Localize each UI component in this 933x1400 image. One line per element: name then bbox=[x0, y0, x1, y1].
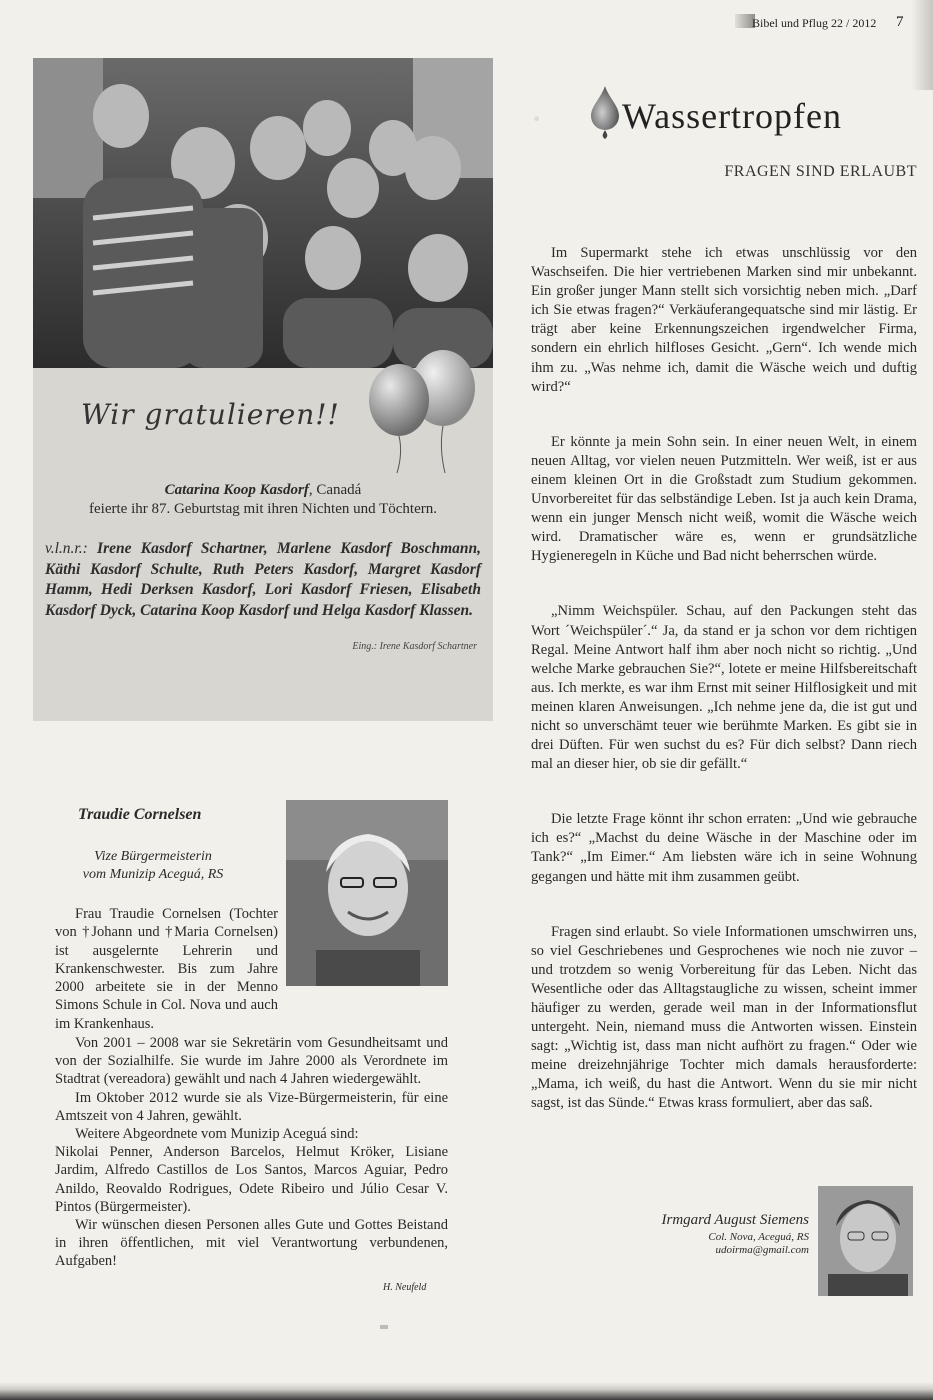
vlnr-label: v.l.n.r.: bbox=[45, 540, 88, 557]
honoree-caption bbox=[33, 481, 493, 519]
profile-role bbox=[68, 848, 238, 884]
profile-name: Traudie Cornelsen bbox=[78, 806, 202, 823]
honoree-name: Catarina Koop Kasdorf bbox=[164, 482, 309, 498]
author-photo bbox=[818, 1186, 913, 1296]
page-number: 7 bbox=[896, 14, 904, 30]
balloons-illustration bbox=[351, 348, 491, 483]
author-details bbox=[708, 1231, 809, 1257]
profile-paragraph: Von 2001 – 2008 war sie Sekretärin vom Gesundheitsamt und von der Sozialhilfe. Sie wurde im Jahre 2000 als Verordnete im Stadtrat (vereadora) gewählt und nach 4 Jahren wiedergewählt. bbox=[55, 1035, 448, 1088]
article-paragraph: „Nimm Weichspüler. Schau, auf den Packungen steht das Wort ´Weichspüler´.“ Ja, da stand er ja schon vor dem richtigen Regal. Meine Antwort half ihm aber noch nicht so richtig. „Und welche Marke gebrauchen Sie?“, lotete er meine Hilfsbereitschaft aus. Ich merkte, es war ihm Ernst mit seiner Hilflosigkeit und mit meinen klaren Anweisungen. „Ich nehme jene da, die ist gut und nicht so unverschämt teuer wie berühmte Marken. Es gibt sie in drei Düften. Für wen suchst du es? Für dich selbst? Dann riech mal an dieser hier, ob sie dir gefällt.“ bbox=[531, 603, 917, 773]
role-line: vom Munizip Aceguá, RS bbox=[82, 867, 224, 882]
honoree-place: , Canadá bbox=[308, 482, 362, 498]
column-title: Wassertropfen bbox=[622, 96, 843, 136]
article-paragraph: Im Supermarkt stehe ich etwas unschlüssig vor den Waschseifen. Die hier vertriebenen Marken sind mir unbekannt. Ein großer junger Mann stellt sich vorsichtig neben mich. „Darf ich Sie etwas fragen?“ Verkäuferangequatsche sind mir lästig. Er trägt aber keine Erkennungszeichen irgendwelcher Firma, sondern ein ehrlich hilfloses Gesicht. „Gern“. Ich wende mich ihm zu. „Was nehme ich, damit die Wäsche weich und duftig wird?“ bbox=[531, 245, 917, 395]
profile-body bbox=[55, 1034, 448, 1271]
article-paragraph: Er könnte ja mein Sohn sein. In einer neuen Welt, in einem neuen Alltag, vor vielen neuen Putzmitteln. Wer weiß, ist er aus einem kleinen Ort in die Großstadt zum Studium gekommen. Unvorbereitet für das selbständige Leben. Ist ja auch kein Drama, wenn ein junger Mensch nicht weiß, womit die Wäsche weich wird. Dramatischer wäre es, wenn er grundsätzliche Hygieneregeln in Küche und Bad nicht beherrschen würde. bbox=[531, 433, 917, 565]
author-name: Irmgard August Siemens bbox=[661, 1212, 809, 1228]
greeting-heading: Wir gratulieren!! bbox=[81, 398, 340, 431]
author-email: udoirma@gmail.com bbox=[715, 1244, 809, 1256]
column-article bbox=[531, 244, 917, 1150]
background-ghost-text: · bbox=[530, 96, 544, 141]
profile-intro bbox=[55, 905, 278, 1033]
publication-header: Bibel und Pflug 22 / 2012 bbox=[752, 16, 877, 30]
profile-photo bbox=[286, 800, 448, 986]
profile-paragraph: Nikolai Penner, Anderson Barcelos, Helmut Kröker, Lisiane Jardim, Alfredo Castillos de Los Santos, Marcos Aguiar, Pedro Anildo, Reovaldo Rodrigues, Odete Ribeiro und Júlio Cesar V. Pintos (Bürgermeister). bbox=[55, 1144, 448, 1215]
article-paragraph: Fragen sind erlaubt. So viele Informationen umschwirren uns, so viel Geschriebenes und Gesprochenes wie noch nie zuvor – und trotzdem so wenig Vorbereitung für das Leben. Nicht das Wesentliche oder das Alltagstaugliche zu wissen, scheint immer häufiger zu werden, gerade weil man in der Informationsflut untergeht. Nein, niemand muss die Antworten wissen. Einstein sagt: „Wichtig ist, dass man nicht aufhört zu fragen.“ Oder wie meine dreizehnjährige Tochter mich damals herausforderte: „Mama, ich weiß, du hast die Antwort. Wenn du sie mir nicht sagst, ist das Sünde.“ Etwas krass formuliert, aber das saß. bbox=[531, 923, 917, 1112]
profile-paragraph: Im Oktober 2012 wurde sie als Vize-Bürgermeisterin, für eine Amtszeit von 4 Jahren, gewählt. bbox=[55, 1089, 448, 1124]
birthday-feature-box bbox=[33, 58, 493, 721]
profile-paragraph: Wir wünschen diesen Personen alles Gute und Gottes Beistand in ihren öffentlichen, mit viel Verantwortung verbundenen, Aufgaben! bbox=[55, 1217, 448, 1270]
page-shadow bbox=[911, 0, 933, 90]
group-photo bbox=[33, 58, 493, 368]
names-list: Irene Kasdorf Schartner, Marlene Kasdorf Boschmann, Käthi Kasdorf Schulte, Ruth Peters Kasdorf, Margret Kasdorf Hamm, Hedi Derksen Kasdorf, Lori Kasdorf Friesen, Elisabeth Kasdorf Dyck, Catarina Koop Kasdorf und Helga Kasdorf Klassen. bbox=[45, 540, 482, 619]
occasion-text: feierte ihr 87. Geburtstag mit ihren Nichten und Töchtern. bbox=[89, 501, 437, 517]
names-caption bbox=[45, 539, 481, 621]
photo-credit: Eing.: Irene Kasdorf Schartner bbox=[352, 641, 477, 652]
column-subtitle: FRAGEN SIND ERLAUBT bbox=[724, 163, 917, 180]
water-drop-icon bbox=[587, 84, 623, 145]
profile-credit: H. Neufeld bbox=[383, 1282, 427, 1293]
print-mark bbox=[380, 1325, 388, 1329]
role-line: Vize Bürgermeisterin bbox=[94, 849, 212, 864]
article-paragraph: Die letzte Frage könnt ihr schon erraten: „Und wie gebrauche ich es?“ „Machst du deine Wäsche in der Maschine oder im Tank?“ „Im Eimer.“ Am liebsten wäre ich in seine Wohnung gegangen und hätte mit ihm zusammen geübt. bbox=[531, 811, 917, 885]
page-bottom-edge bbox=[0, 1382, 933, 1400]
profile-paragraph: Weitere Abgeordnete vom Munizip Aceguá sind: bbox=[75, 1126, 359, 1143]
author-place: Col. Nova, Aceguá, RS bbox=[708, 1231, 809, 1243]
intro-paragraph: Frau Traudie Cornelsen (Tochter von †Johann und †Maria Cornelsen) ist ausgelernte Lehrerin und Krankenschwester. Bis zum Jahre 2000 arbeitete sie in der Menno Simons Schule in Col. Nova und auch im Krankenhaus. bbox=[55, 906, 278, 1032]
